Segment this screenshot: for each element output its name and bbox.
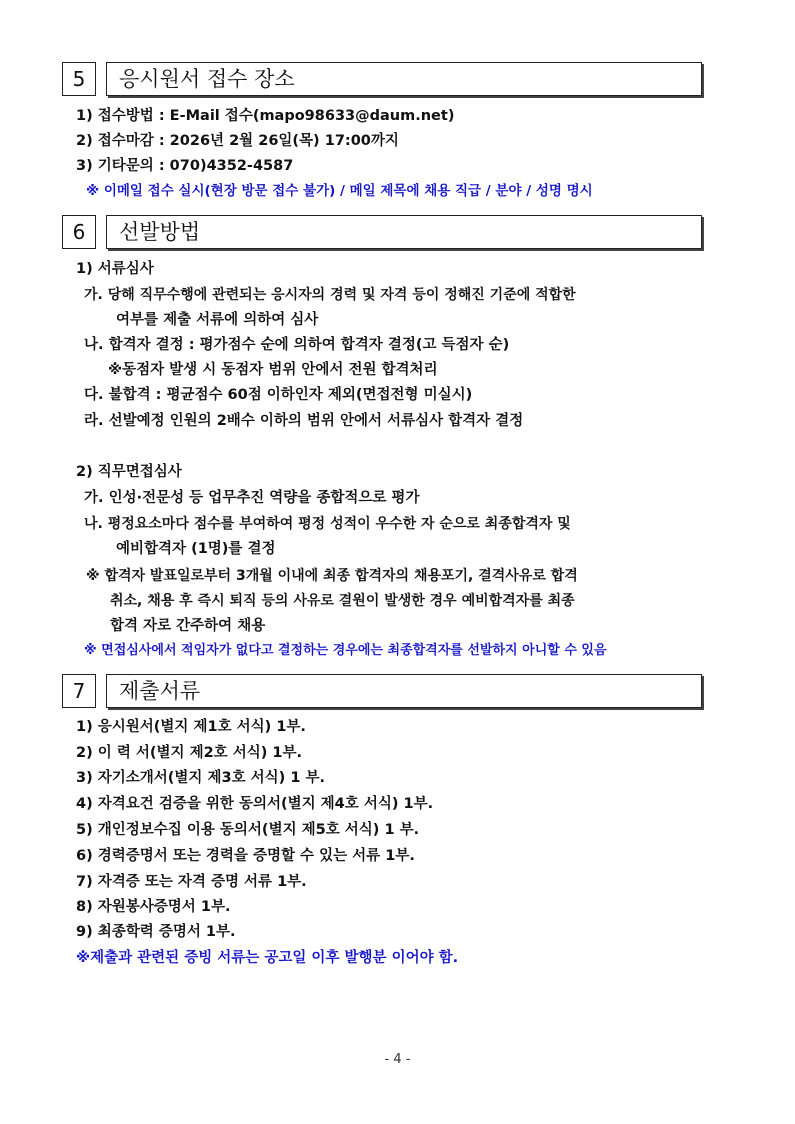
sec6-sub2-na-1: 나. 평정요소마다 점수를 부여하여 평정 성적이 우수한 자 순으로 최종합격자 및 — [84, 516, 571, 532]
section-5-number: 5 — [62, 62, 96, 96]
section-6-header — [62, 215, 702, 249]
sec7-item-2: 2) 이 력 서(별지 제2호 서식) 1부. — [76, 745, 303, 761]
sec5-item-3: 3) 기타문의 : 070)4352-4587 — [76, 158, 294, 174]
section-7-title: 제출서류 — [106, 674, 702, 708]
sec6-sub1-ga-1: 가. 당해 직무수행에 관련되는 응시자의 경력 및 자격 등이 정해진 기준에 적합한 — [84, 287, 576, 303]
section-7-number: 7 — [62, 674, 96, 708]
sec7-item-3: 3) 자기소개서(별지 제3호 서식) 1 부. — [76, 770, 325, 786]
sec6-sub1-ra: 라. 선발예정 인원의 2배수 이하의 범위 안에서 서류심사 합격자 결정 — [84, 413, 524, 429]
sec7-item-4: 4) 자격요건 검증을 위한 동의서(별지 제4호 서식) 1부. — [76, 796, 434, 812]
sec5-note: ※ 이메일 접수 실시(현장 방문 접수 불가) / 메일 제목에 채용 직급 / 분야 / 성명 명시 — [86, 183, 593, 199]
sec7-item-9: 9) 최종학력 증명서 1부. — [76, 924, 236, 940]
sec6-sub2-heading: 2) 직무면접심사 — [76, 464, 182, 480]
section-6-title: 선발방법 — [106, 215, 702, 249]
section-7-header — [62, 674, 702, 708]
sec6-sub1-da: 다. 불합격 : 평균점수 60점 이하인자 제외(면접전형 미실시) — [84, 387, 473, 403]
sec5-item-2: 2) 접수마감 : 2026년 2월 26일(목) 17:00까지 — [76, 133, 399, 149]
sec7-item-5: 5) 개인정보수집 이용 동의서(별지 제5호 서식) 1 부. — [76, 822, 420, 838]
sec6-sub1-na: 나. 합격자 결정 : 평가점수 순에 의하여 합격자 결정(고 득점자 순) — [84, 337, 510, 353]
sec6-sub2-blue-note: ※ 면접심사에서 적임자가 없다고 결정하는 경우에는 최종합격자를 선발하지 아니할 수 있음 — [84, 643, 607, 658]
page-number: - 4 - — [384, 1052, 411, 1067]
sec6-sub1-na-note: ※동점자 발생 시 동점자 범위 안에서 전원 합격처리 — [108, 362, 438, 378]
section-5-header — [62, 62, 702, 96]
sec7-item-6: 6) 경력증명서 또는 경력을 증명할 수 있는 서류 1부. — [76, 848, 415, 864]
sec7-item-8: 8) 자원봉사증명서 1부. — [76, 899, 231, 915]
sec7-item-1: 1) 응시원서(별지 제1호 서식) 1부. — [76, 719, 306, 735]
sec6-sub2-ga: 가. 인성·전문성 등 업무추진 역량을 종합적으로 평가 — [84, 490, 420, 506]
section-5-title: 응시원서 접수 장소 — [106, 62, 702, 96]
sec7-item-7: 7) 자격증 또는 자격 증명 서류 1부. — [76, 874, 307, 890]
sec5-item-1: 1) 접수방법 : E-Mail 접수(mapo98633@daum.net) — [76, 108, 455, 124]
section-6-number: 6 — [62, 215, 96, 249]
sec7-note: ※제출과 관련된 증빙 서류는 공고일 이후 발행분 이어야 함. — [76, 950, 459, 966]
sec6-sub2-na-2: 예비합격자 (1명)를 결정 — [116, 541, 276, 557]
sec6-sub1-ga-2: 여부를 제출 서류에 의하여 심사 — [116, 312, 319, 328]
sec6-sub2-note-1: ※ 합격자 발표일로부터 3개월 이내에 최종 합격자의 채용포기, 결격사유로 합격 — [86, 568, 578, 584]
sec6-sub1-heading: 1) 서류심사 — [76, 261, 154, 277]
sec6-sub2-note-3: 합격 자로 간주하여 채용 — [110, 618, 266, 634]
sec6-sub2-note-2: 취소, 채용 후 즉시 퇴직 등의 사유로 결원이 발생한 경우 예비합격자를 최종 — [110, 593, 575, 609]
